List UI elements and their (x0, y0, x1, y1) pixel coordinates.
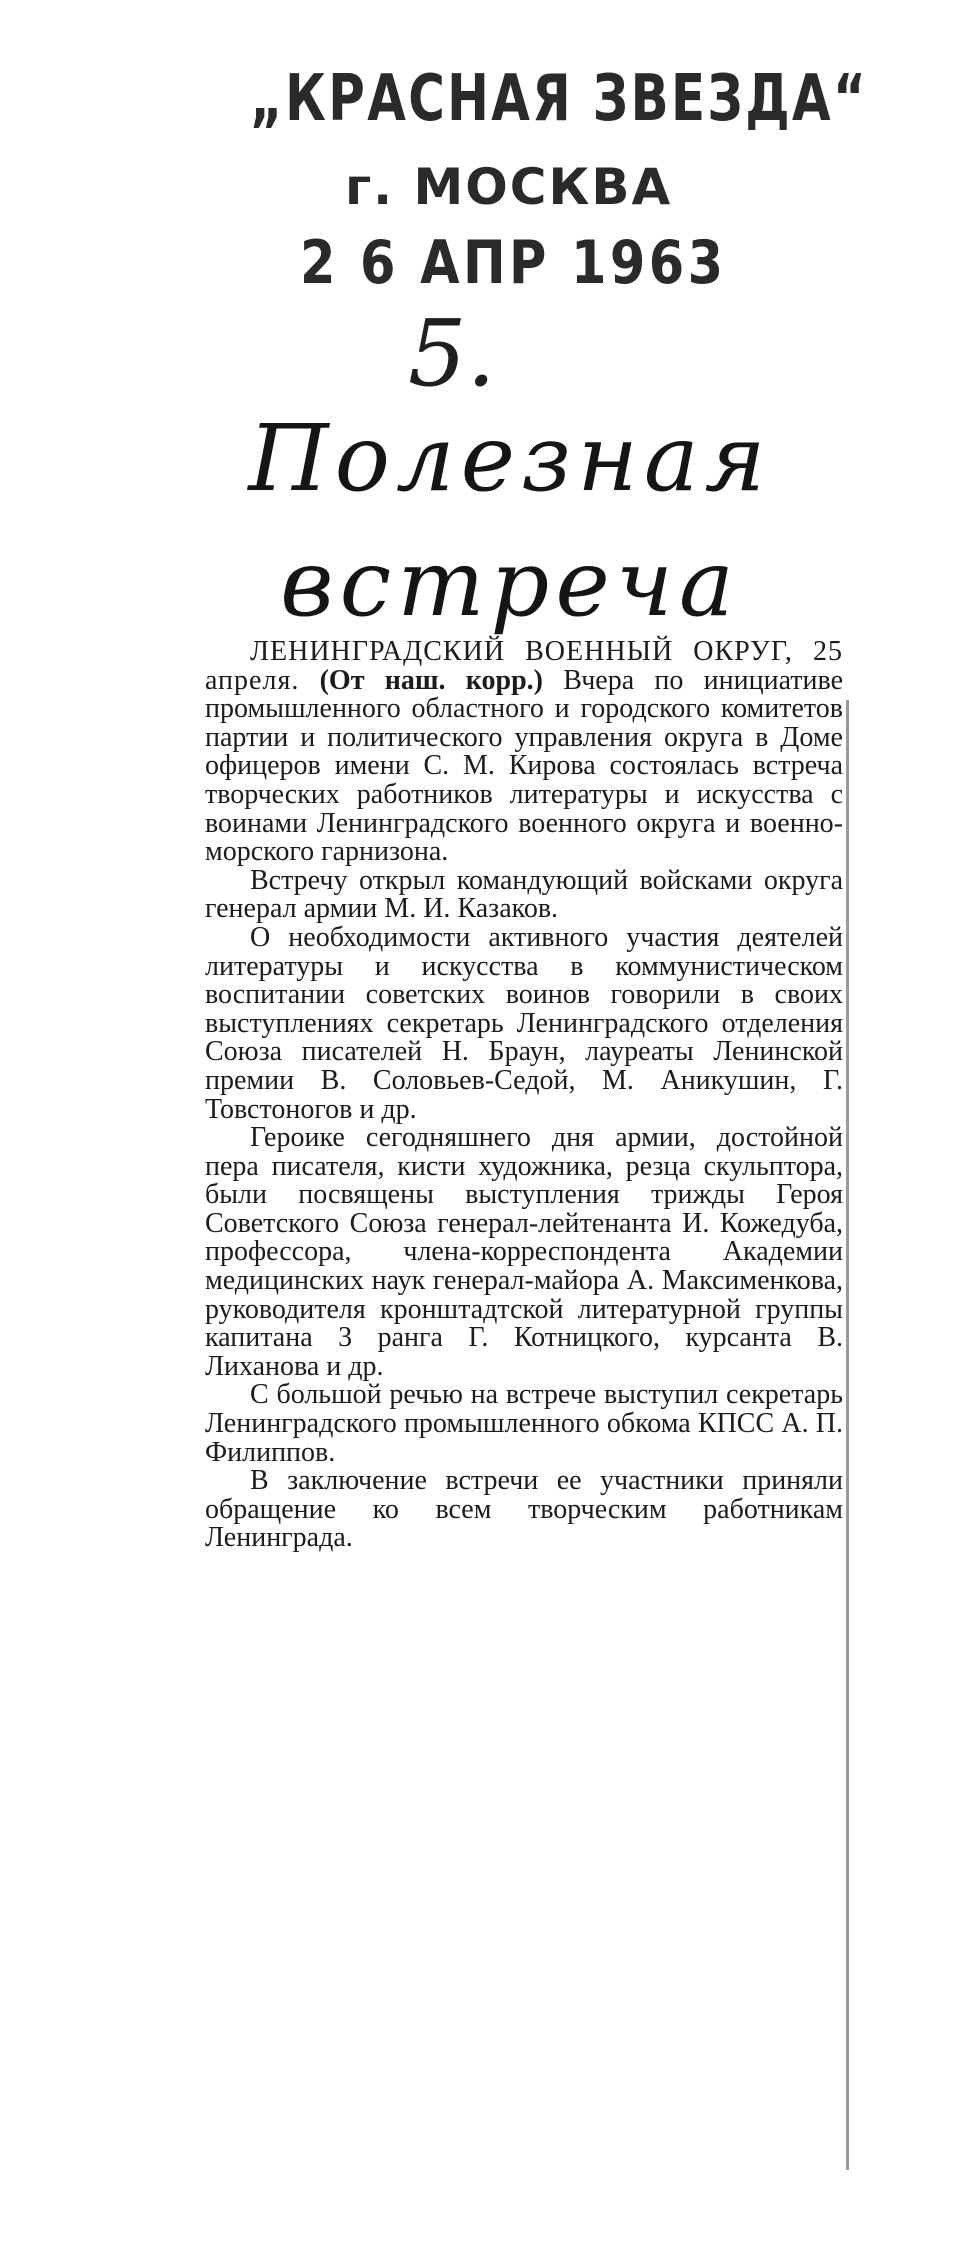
article-paragraph: С большой речью на встрече выступил секретарь Ленинградского промышленного обкома КПСС А. П. Филиппов. (205, 1379, 843, 1468)
article-paragraph: Героике сегодняшнего дня армии, достойной пера писателя, кисти художника, резца скульптора, были посвящены выступления трижды Героя Советского Союза генерал-лейтенанта И. Кожедуба, профессора, члена-корреспондента Академии медицинских наук генерал-майора А. Максименкова, руководителя кронштадтской литературной группы капитана 3 ранга Г. Котницкого, курсанта В. Лиханова и др. (205, 1122, 843, 1382)
article-paragraph: Встречу открыл командующий войсками округа генерал армии М. И. Казаков. (205, 864, 843, 925)
column-edge-rule (846, 700, 849, 2170)
article-body (205, 638, 843, 1553)
article-paragraph: Вчера по инициативе промышленного областного и городского комитетов партии и политического управления округа в Доме офицеров имени С. М. Кирова состоялась встреча творческих работников литературы и искусства с воинами Ленинградского военного округа и военно-морского гарнизона. (205, 664, 844, 868)
article-dateline: ЛЕНИНГРАДСКИЙ ВОЕННЫЙ ОКРУГ, 25 апреля. (205, 636, 843, 696)
article-paragraph: В заключение встречи ее участники приняли обращение ко всем творческим работникам Ленинграда. (205, 1465, 843, 1554)
article-lead (205, 638, 843, 867)
date-stamp: 2 6 АПР 1963 (300, 228, 727, 298)
newspaper-name-stamp: „КРАСНАЯ ЗВЕЗДА“ (250, 62, 869, 136)
headline-line-1: Полезная (248, 405, 772, 512)
headline-line-2: встреча (280, 530, 740, 637)
article-byline: (От наш. корр.) (319, 664, 543, 696)
article-paragraph: О необходимости активного участия деятелей литературы и искусства в коммунистическом воспитании советских воинов говорили в своих выступлениях секретарь Ленинградского отделения Союза писателей Н. Браун, лауреаты Ленинской премии В. Соловьев-Седой, М. Аникушин, Г. Товстоногов и др. (205, 921, 843, 1125)
city-stamp: г. МОСКВА (345, 158, 673, 216)
handwritten-number: 5. (408, 300, 496, 407)
